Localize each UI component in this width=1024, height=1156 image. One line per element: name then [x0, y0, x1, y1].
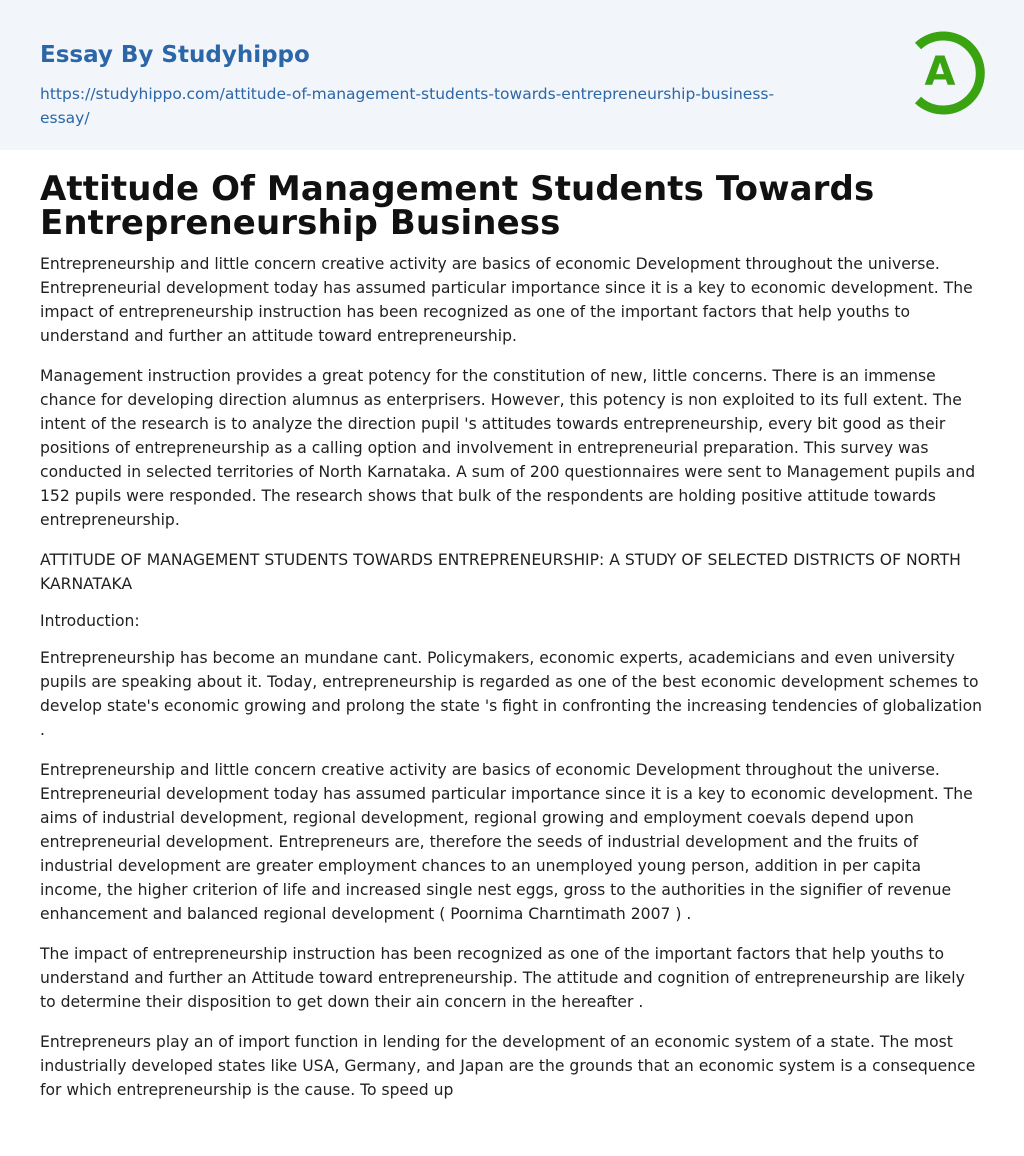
article-subheading: ATTITUDE OF MANAGEMENT STUDENTS TOWARDS ENTREPRENEURSHIP: A STUDY OF SELECTED DISTRICTS OF NORTH KARNATAKA [40, 551, 961, 593]
source-url-link[interactable]: https://studyhippo.com/attitude-of-management-students-towards-entrepreneurship-business-essay/ [40, 85, 775, 127]
site-brand: Essay By Studyhippo [40, 42, 310, 68]
site-header [0, 0, 1024, 150]
article-title: Attitude Of Management Students Towards Entrepreneurship Business [40, 169, 875, 243]
article-section-label: Introduction: [40, 612, 140, 630]
article-paragraph: Management instruction provides a great potency for the constitution of new, little concerns. There is an immense chance for developing direction alumnus as enterprisers. However, this potency is non exploited to its full extent. The intent of the research is to analyze the direction pupil 's attitudes towards entrepreneurship, every bit good as their positions of entrepreneurship as a calling option and involvement in entrepreneurial preparation. This survey was conducted in selected territories of North Karnataka. A sum of 200 questionnaires were sent to Management pupils and 152 pupils were responded. The research shows that bulk of the respondents are holding positive attitude towards entrepreneurship. [40, 367, 976, 529]
article-paragraph: The impact of entrepreneurship instruction has been recognized as one of the important factors that help youths to understand and further an Attitude toward entrepreneurship. The attitude and cognition of entrepreneurship are likely to determine their disposition to get down their ain concern in the hereafter . [40, 945, 965, 1011]
studyhippo-logo-icon[interactable] [898, 29, 986, 117]
logo-letter: A [924, 49, 956, 95]
article-paragraph: Entrepreneurship has become an mundane cant. Policymakers, economic experts, academicians and even university pupils are speaking about it. Today, entrepreneurship is regarded as one of the best economic development schemes to develop state's economic growing and prolong the state 's fight in confronting the increasing tendencies of globalization . [40, 649, 983, 739]
article-paragraph: Entrepreneurs play an of import function in lending for the development of an economic system of a state. The most industrially developed states like USA, Germany, and Japan are the grounds that an economic system is a consequence for which entrepreneurship is the cause. To speed up [40, 1033, 976, 1099]
article [0, 150, 1024, 1102]
article-paragraph: Entrepreneurship and little concern creative activity are basics of economic Development throughout the universe. Entrepreneurial development today has assumed particular importance since it is a key to economic development. The impact of entrepreneurship instruction has been recognized as one of the important factors that help youths to understand and further an attitude toward entrepreneurship. [40, 255, 973, 345]
article-paragraph: Entrepreneurship and little concern creative activity are basics of economic Development throughout the universe. Entrepreneurial development today has assumed particular importance since it is a key to economic development. The aims of industrial development, regional development, regional growing and employment coevals depend upon entrepreneurial development. Entrepreneurs are, therefore the seeds of industrial development and the fruits of industrial development are greater employment chances to an unemployed young person, addition in per capita income, the higher criterion of life and increased single nest eggs, gross to the authorities in the signifier of revenue enhancement and balanced regional development ( Poornima Charntimath 2007 ) . [40, 761, 973, 923]
